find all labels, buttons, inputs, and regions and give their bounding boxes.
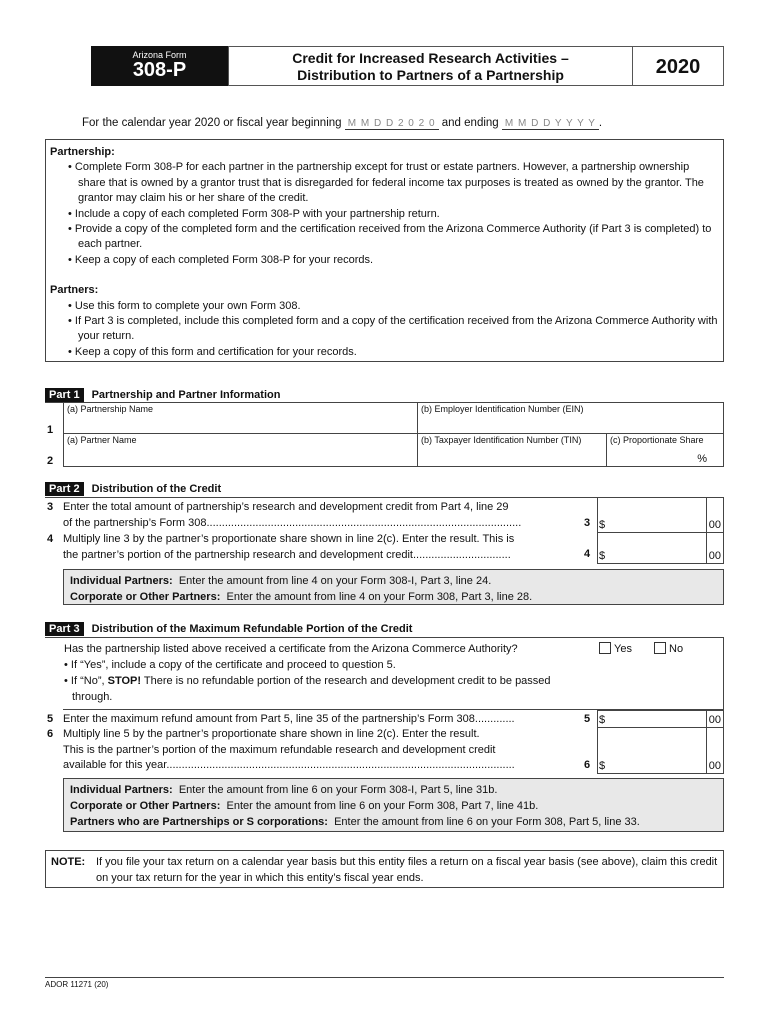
part3-corporate-text: Enter the amount from line 6 on your Form 308, Part 7, line 41b. [226,800,539,812]
line5-dollar: $ [599,714,606,726]
ein-label: (b) Employer Identification Number (EIN) [421,404,584,414]
line4-ref: 4 [584,548,591,560]
note-text: If you file your tax return on a calendar year basis but this entity files a return on a fiscal year basis (see above), claim this credit on your tax return for the year in which this entity’s fiscal year ends. [96,856,718,884]
partnership-item-text: Keep a copy of each completed Form 308-P for your records. [74,253,374,266]
line6-ref: 6 [584,759,591,771]
begin-date-field[interactable]: M M D D 2 0 2 0 [345,118,439,130]
line5-text: Enter the maximum refund amount from Part 5, line 35 of the partnership’s Form 308............. [63,713,515,725]
line6-dollar: $ [599,760,606,772]
form-title [228,46,633,86]
calendar-suffix: . [598,117,603,129]
line1-number: 1 [47,424,54,436]
partnership-name-field[interactable] [63,402,418,434]
part3-individual [70,782,717,798]
part1-label: Part 1 [45,388,84,402]
line4-text-a: Multiply line 3 by the partner’s proportionate share shown in line 2(c). Enter the result. This is [63,533,515,545]
line6-text-c: available for this year.................................................................................................................. [63,759,515,771]
line3-text-a: Enter the total amount of partnership’s research and development credit from Part 4, line 29 [63,501,509,513]
part2-corporate [70,589,717,605]
partnership-item-text: Provide a copy of the completed form and the certification received from the Arizona Commerce Authority (if Part 3 is completed) to each partner. [74,223,712,251]
line4-number: 4 [47,533,54,545]
part2-corporate-label: Corporate or Other Partners: [70,591,221,603]
calendar-mid: and ending [441,117,499,129]
calendar-line [82,117,602,130]
part1-title: Partnership and Partner Information [91,389,281,401]
form-agency: Arizona Form [132,50,187,60]
title-line-2: Distribution to Partners of a Partnership [297,67,564,83]
partners-item-text: Keep a copy of this form and certification for your records. [74,345,357,358]
part2-corporate-text: Enter the amount from line 4 on your Form 308, Part 3, line 28. [226,591,533,603]
line6-cents: 00 [708,760,721,772]
title-line-1: Credit for Increased Research Activities – [292,50,569,66]
part3-pship-text: Enter the amount from line 6 on your Form 308, Part 5, line 33. [334,816,640,828]
line4-text-b: the partner’s portion of the partnership research and development credit................................ [63,548,511,561]
line3-amount-field[interactable] [597,497,724,533]
stop-word: STOP! [107,675,142,687]
line6-amount-field[interactable] [597,727,724,774]
line3-cents: 00 [708,519,721,531]
if-yes-text: • If “Yes”, include a copy of the certificate and proceed to question 5. [64,659,396,671]
line2-number: 2 [47,455,54,467]
certificate-question: Has the partnership listed above received a certificate from the Arizona Commerce Authority? [64,643,518,655]
part3-corporate [70,798,717,814]
partnership-list [68,160,719,268]
line3-ref: 3 [584,517,591,529]
part3-individual-label: Individual Partners: [70,784,173,796]
yes-option[interactable] [599,642,632,658]
partnership-item-text: Complete Form 308-P for each partner in the partnership except for trust or estate partners. However, a partnership ownership share that is owned by a grantor trust that is disregarded for federal income tax purposes is treated as owned by the grantor. The grantor may claim his or her share of the credit. [74,161,704,205]
partnership-item [68,207,719,222]
end-date-field[interactable]: M M D D Y Y Y Y [502,118,599,130]
partners-item-text: Use this form to complete your own Form 308. [74,299,301,312]
line4-amount-field[interactable] [597,532,724,564]
share-label: (c) Proportionate Share [610,435,704,445]
if-yes-copy: If “Yes”, include a copy of the certificate and proceed to question 5. [70,659,396,671]
part3-individual-text: Enter the amount from line 6 on your Form 308-I, Part 5, line 31b. [178,784,498,796]
part3-title: Distribution of the Maximum Refundable Portion of the Credit [91,623,413,635]
part2-individual-text: Enter the amount from line 4 on your Form 308-I, Part 3, line 24. [178,575,492,587]
ein-field[interactable] [417,402,724,434]
part2-individual-label: Individual Partners: [70,575,173,587]
line5-cents: 00 [708,714,721,726]
partnership-item [68,222,719,253]
part3-pship [70,814,717,830]
calendar-prefix: For the calendar year 2020 or fiscal year beginning [82,117,342,129]
no-label: No [669,643,684,655]
partnership-name-label: (a) Partnership Name [67,404,154,414]
line4-dollar: $ [599,550,606,562]
yes-checkbox[interactable] [599,642,611,654]
part2-header [45,482,221,496]
part3-partner-instructions [63,778,724,832]
line6-text [63,727,583,774]
line6-number: 6 [47,728,54,740]
part2-title: Distribution of the Credit [91,483,222,495]
line5-ref: 5 [584,713,591,725]
line4-text [63,532,583,563]
line4-cents: 00 [708,550,721,562]
note-label: NOTE: [51,856,86,868]
partners-item [68,345,719,360]
percent-sign: % [697,453,707,465]
note-box [45,850,724,888]
instructions-box [45,139,724,362]
part1-header [45,388,280,402]
part3-pship-label: Partners who are Partnerships or S corporations: [70,816,328,828]
line6-text-b: This is the partner’s portion of the maximum refundable research and development credit [63,743,496,756]
partner-name-field[interactable] [63,433,418,467]
form-id-block [91,46,228,86]
line3-text-b: of the partnership’s Form 308....................................................................................................... [63,516,522,529]
partners-list [68,299,719,361]
line5-amount-field[interactable] [597,710,724,728]
line3-text [63,500,593,531]
partner-name-label: (a) Partner Name [67,435,137,445]
line5-number: 5 [47,713,54,725]
partners-item [68,314,719,345]
part3-header [45,622,412,636]
line6-text-a: Multiply line 5 by the partner’s proportionate share shown in line 2(c). Enter the result. [63,728,480,740]
no-option[interactable] [654,642,683,658]
if-no-text: • If “No”, STOP! There is no refundable portion of the research and development credit to be passed through. [64,675,551,703]
part2-individual [70,573,717,589]
part2-partner-instructions [63,569,724,605]
if-no-a: If “No”, [70,675,105,687]
yes-label: Yes [614,643,632,655]
proportionate-share-field[interactable] [606,433,724,467]
line3-number: 3 [47,501,54,513]
part2-label: Part 2 [45,482,84,496]
partners-item [68,299,719,314]
footer-code: ADOR 11271 (20) [45,977,724,989]
partnership-item [68,253,719,268]
partnership-item [68,160,719,206]
part3-corporate-label: Corporate or Other Partners: [70,800,221,812]
form-year: 2020 [633,46,724,86]
partners-item-text: If Part 3 is completed, include this completed form and a copy of the certification received from the Arizona Commerce Authority with your return. [74,315,718,343]
tin-label: (b) Taxpayer Identification Number (TIN) [421,435,582,445]
no-checkbox[interactable] [654,642,666,654]
tin-field[interactable] [417,433,607,467]
form-number: 308-P [132,59,187,81]
line3-dollar: $ [599,519,606,531]
part3-label: Part 3 [45,622,84,636]
partnership-heading: Partnership: [50,146,115,158]
partners-heading: Partners: [50,284,99,297]
if-no-b: There is no refundable portion of the research and development credit to be passed through. [72,675,551,703]
partnership-item-text: Include a copy of each completed Form 308-P with your partnership return. [74,207,440,220]
